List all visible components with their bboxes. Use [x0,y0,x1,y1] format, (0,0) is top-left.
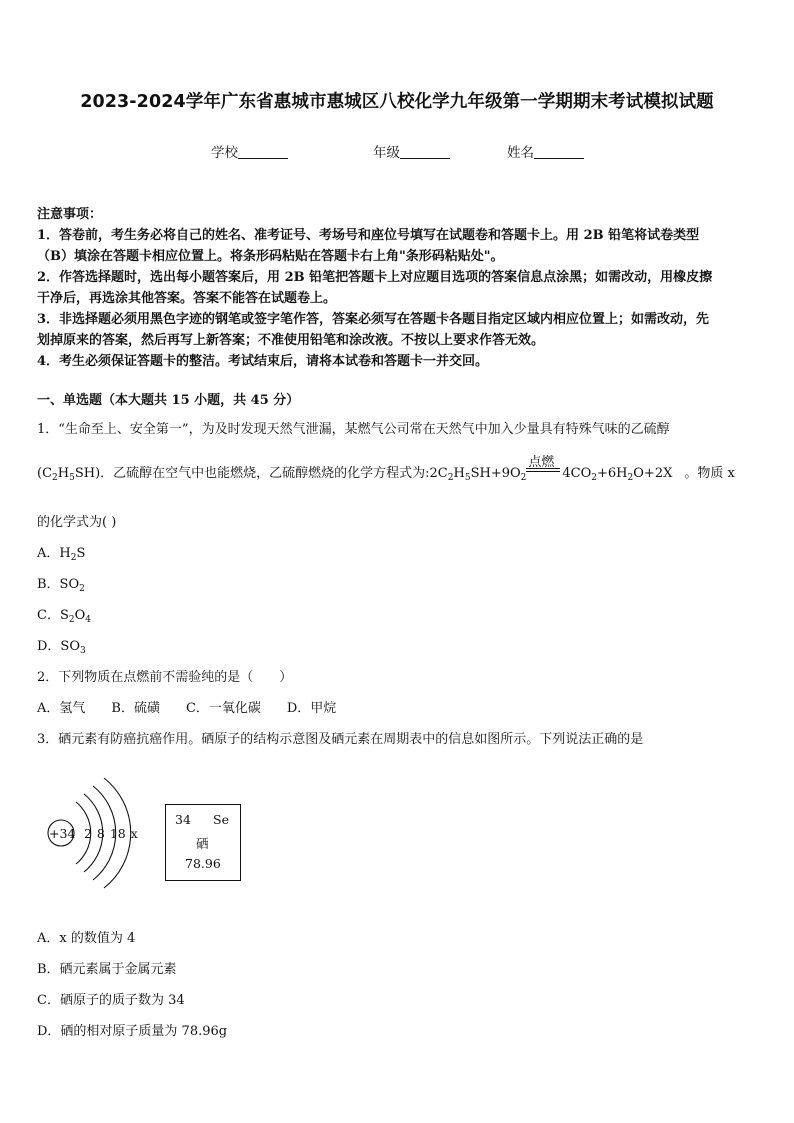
q2-stem: 2．下列物质在点燃前不需验纯的是（ ） [37,670,293,685]
atomic-number: 34 [175,812,191,827]
notice-item-3a: 3．非选择题必须用黑色字迹的钢笔或签字笔作答，答案必须写在答题卡各题目指定区域内相应位置上；如需改动，先 [37,312,710,327]
q3-option-a: A．x 的数值为 4 [37,931,136,946]
electron-shells-label: 2 8 18 x [84,826,138,841]
page-title: 2023-2024学年广东省惠城市惠城区八校化学九年级第一学期期末考试模拟试题 [80,92,714,112]
q1-option-b: B．$SO_2$ [37,577,85,594]
q1-option-c: C．$S_2O_4$ [37,608,91,625]
q1-stem-line1: 1．“生命至上、安全第一”，为及时发现天然气泄漏，某燃气公司常在天然气中加入少量具有特殊气味的乙硫醇 [37,422,670,437]
notice-item-1a: 1．答卷前，考生务必将自己的姓名、准考证号、考场号和座位号填写在试题卷和答题卡上。用 2B 铅笔将试卷类型 [37,228,700,243]
section-heading: 一、单选题（本大题共 15 小题，共 45 分） [37,393,300,408]
periodic-element-box [165,804,241,881]
reaction-arrow [526,455,562,477]
name-blank [534,145,584,159]
q2-options: A．氢气 B．硫磺 C．一氧化碳 D．甲烷 [37,701,337,716]
q3-stem: 3．硒元素有防癌抗癌作用。硒原子的结构示意图及硒元素在周期表中的信息如图所示。下列说法正确的是 [37,732,644,747]
q1-option-d: D．$SO_3$ [37,639,86,656]
name-field [507,141,584,161]
grade-label: 年级 [373,145,400,161]
notice-item-2a: 2．作答选择题时，选出每小题答案后，用 2B 铅笔把答题卡上对应题目选项的答案信息点涂黑；如需改动，用橡皮擦 [37,270,713,285]
q1-option-a: A．$H_2S$ [37,546,86,563]
notice-item-4: 4．考生必须保证答题卡的整洁。考试结束后，请将本试卷和答题卡一并交回。 [37,354,489,369]
name-label: 姓名 [507,145,534,161]
atomic-mass: 78.96 [185,856,221,871]
notice-item-3b: 划掉原来的答案，然后再写上新答案；不准使用铅笔和涂改液。不按以上要求作答无效。 [37,333,545,348]
notice-item-1b: （B）填涂在答题卡相应位置上。将条形码粘贴在答题卡右上角"条形码粘贴处"。 [37,249,504,264]
school-field [211,141,288,161]
nucleus-charge: +34 [49,826,76,841]
notice-item-2b: 干净后，再选涂其他答案。答案不能答在试题卷上。 [37,291,337,306]
element-name: 硒 [196,836,209,851]
q3-option-b: B．硒元素属于金属元素 [37,962,177,977]
q1-stem-line2: $(C_2H_5SH)$．乙硫醇在空气中也能燃烧，乙硫醇燃烧的化学方程式为$:2C_2H_5SH+9O_2$ 点燃 $4CO_2+6H_2O+2X$ 。物质 x [37,462,735,481]
q3-option-c: C．硒原子的质子数为 34 [37,993,185,1008]
school-label: 学校 [211,145,238,161]
q1-stem-line3: 的化学式为( ) [37,515,117,530]
q3-option-d: D．硒的相对原子质量为 78.96g [37,1024,228,1039]
school-blank [238,145,288,159]
element-symbol: Se [213,812,229,827]
reaction-condition: 点燃 [528,455,555,470]
notice-heading: 注意事项： [37,207,103,222]
grade-blank [400,145,450,159]
grade-field [373,141,450,161]
